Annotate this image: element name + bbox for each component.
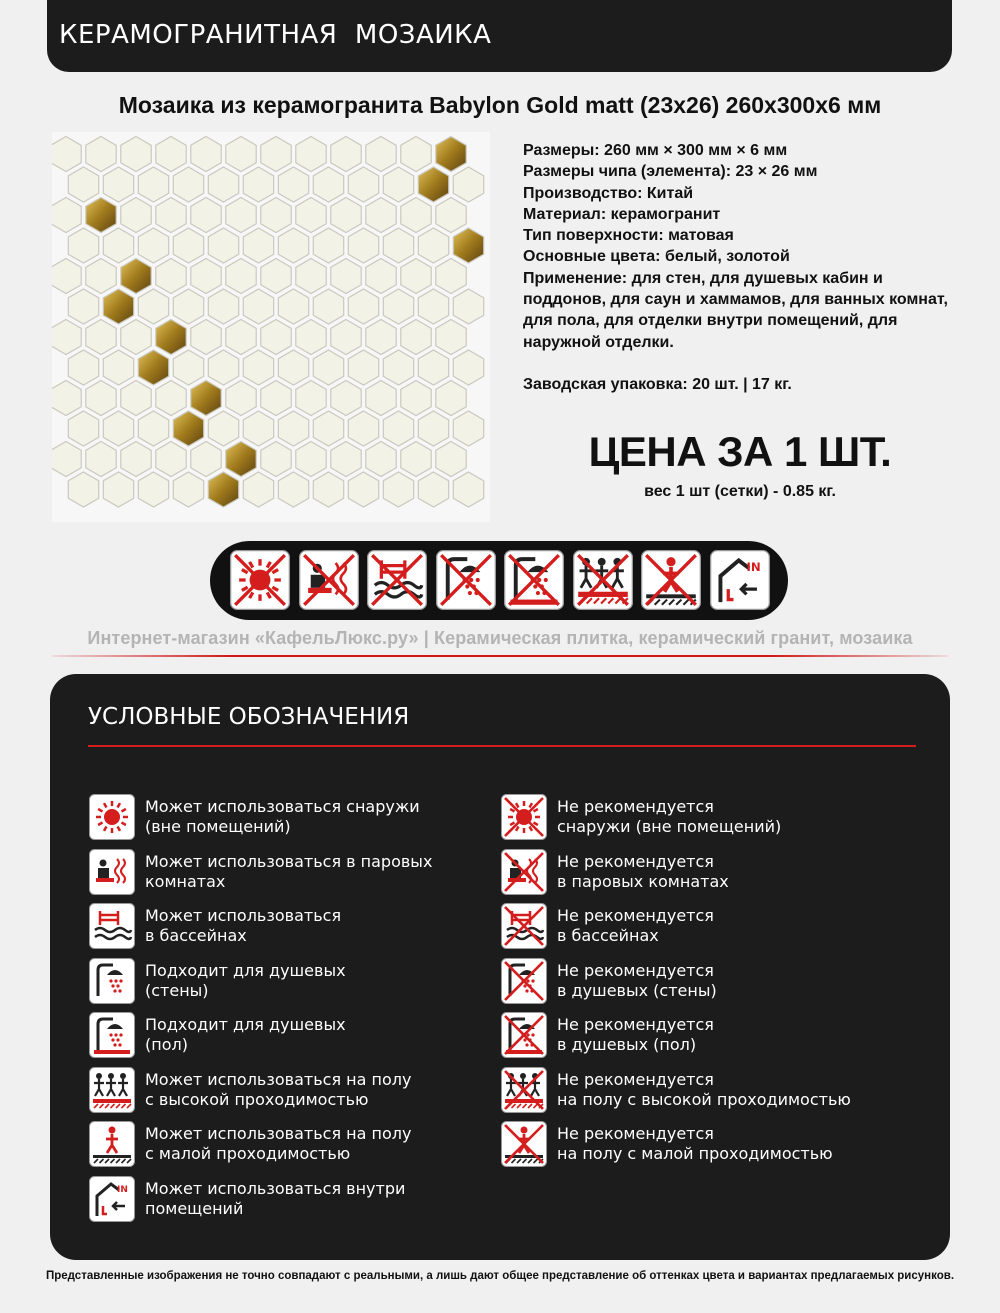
legend-text-line: (стены)	[145, 980, 209, 1000]
spec-line: для пола, для отделки внутри помещений, для	[523, 312, 898, 330]
legend-divider	[88, 745, 916, 747]
legend-panel	[50, 674, 950, 1260]
legend-text	[145, 961, 346, 1001]
legend-text-line: Не рекомендуется	[557, 1015, 714, 1034]
legend-text-line: (вне помещений)	[145, 817, 291, 836]
legend-text	[557, 961, 717, 1001]
legend-text-line: Может использоваться на полу	[145, 1124, 412, 1143]
mosaic-tiles	[52, 132, 490, 522]
low-traffic-icon-not-recommended	[641, 550, 701, 610]
legend-text	[557, 1070, 851, 1110]
spec-line: Производство: Китай	[523, 184, 694, 202]
pool-icon	[89, 903, 135, 949]
indoor-icon	[710, 550, 770, 610]
legend-text-line: Не рекомендуется	[557, 906, 714, 925]
legend-text-line: Подходит для душевых	[145, 960, 346, 980]
legend-text-line: в бассейнах	[557, 926, 659, 945]
shower-wall-icon	[89, 958, 135, 1004]
product-title: Мозаика из керамогранита Babylon Gold matt (23x26) 260x300x6 мм	[118, 92, 882, 118]
weight-note: вес 1 шт (сетки) - 0.85 кг.	[644, 483, 836, 500]
steam-room-icon	[501, 849, 547, 895]
sun-icon	[89, 794, 135, 840]
legend-text	[557, 1015, 714, 1055]
header-title: КЕРАМОГРАНИТНАЯ МОЗАИКА	[59, 20, 492, 50]
legend-text	[145, 852, 432, 892]
mosaic-image	[52, 132, 490, 522]
low-traffic-icon	[89, 1121, 135, 1167]
spec-line: Тип поверхности: матовая	[523, 227, 734, 245]
legend-text	[145, 1070, 411, 1110]
legend-text-line: комнатах	[145, 871, 226, 891]
legend-text-line: снаружи (вне помещений)	[557, 817, 782, 836]
legend-text	[145, 797, 420, 837]
legend-text-line: Может использоваться в паровых	[145, 851, 433, 871]
legend-text-line: (пол)	[145, 1035, 188, 1054]
shower-floor-icon	[501, 1012, 547, 1058]
steam-room-icon-not-recommended	[299, 550, 359, 610]
legend-text	[557, 797, 781, 837]
spec-line: поддонов, для саун и хаммамов, для ванных комнат,	[523, 291, 948, 309]
legend-text-line: в душевых (стены)	[557, 980, 717, 1000]
legend-text	[557, 906, 714, 946]
legend-text-line: Может использоваться внутри	[145, 1178, 406, 1198]
legend-text	[557, 1124, 833, 1164]
legend-text-line: Может использоваться на полу	[145, 1069, 412, 1089]
legend-text-line: Может использоваться снаружи	[145, 797, 420, 816]
shower-floor-icon-not-recommended	[504, 550, 564, 610]
legend-text-line: на полу с высокой проходимостью	[557, 1089, 851, 1109]
pool-icon	[501, 903, 547, 949]
spec-line: Размеры чипа (элемента): 23 × 26 мм	[523, 163, 818, 181]
legend-text-line: Не рекомендуется	[557, 797, 714, 816]
spec-line: Материал: керамогранит	[523, 205, 721, 223]
spec-line: Размеры: 260 мм × 300 мм × 6 мм	[523, 142, 788, 159]
disclaimer: Представленные изображения не точно совпадают с реальными, а лишь дают общее представление об оттенках цвета и вариантах предлагаемых рисунков.	[45, 1270, 955, 1282]
steam-room-icon	[89, 849, 135, 895]
svg-text:IN: IN	[117, 1184, 128, 1195]
legend-text-line: в бассейнах	[145, 926, 247, 945]
svg-text:IN: IN	[746, 559, 761, 574]
legend-text-line: в душевых (пол)	[557, 1035, 697, 1054]
high-traffic-icon	[89, 1067, 135, 1113]
high-traffic-icon	[501, 1067, 547, 1113]
spec-line: Основные цвета: белый, золотой	[523, 248, 790, 266]
indoor-icon	[89, 1176, 135, 1222]
legend-text	[145, 906, 341, 946]
shop-divider	[52, 655, 948, 657]
legend-text-line: Не рекомендуется	[557, 960, 714, 980]
usage-icon-strip	[210, 541, 788, 620]
legend-text-line: на полу с малой проходимостью	[557, 1144, 833, 1163]
packaging-line: Заводская упаковка: 20 шт. | 17 кг.	[523, 375, 792, 393]
legend-text	[145, 1124, 411, 1164]
pool-icon-not-recommended	[367, 550, 427, 610]
shower-wall-icon	[501, 958, 547, 1004]
legend-text-line: Не рекомендуется	[557, 851, 714, 871]
shop-line[interactable]: Интернет-магазин «КафельЛюкс.ру» | Керамическая плитка, керамический гранит, мозаика	[87, 628, 913, 648]
spec-line: Применение: для стен, для душевых кабин и	[523, 269, 883, 287]
sun-icon	[501, 794, 547, 840]
legend-text-line: Может использоваться	[145, 906, 342, 925]
legend-title: УСЛОВНЫЕ ОБОЗНАЧЕНИЯ	[88, 704, 410, 730]
legend-text-line: помещений	[145, 1198, 244, 1218]
shower-wall-icon-not-recommended	[436, 550, 496, 610]
specs-block	[523, 140, 963, 395]
shower-floor-icon	[89, 1012, 135, 1058]
price-title: ЦЕНА ЗА 1 ШТ.	[588, 428, 892, 475]
legend-text-line: Не рекомендуется	[557, 1069, 714, 1089]
header-bar	[47, 0, 952, 72]
low-traffic-icon	[501, 1121, 547, 1167]
legend-text-line: в паровых комнатах	[557, 871, 729, 891]
legend-text-line: Не рекомендуется	[557, 1124, 714, 1143]
spec-line: наружной отделки.	[523, 333, 674, 351]
sun-icon-not-recommended	[230, 550, 290, 610]
legend-text	[557, 852, 729, 892]
high-traffic-icon-not-recommended	[573, 550, 633, 610]
legend-text-line: с высокой проходимостью	[145, 1089, 369, 1109]
legend-text-line: с малой проходимостью	[145, 1144, 351, 1163]
legend-text-line: Подходит для душевых	[145, 1015, 346, 1034]
spec-lines	[523, 140, 963, 353]
legend-text	[145, 1015, 346, 1055]
legend-text	[145, 1179, 405, 1219]
